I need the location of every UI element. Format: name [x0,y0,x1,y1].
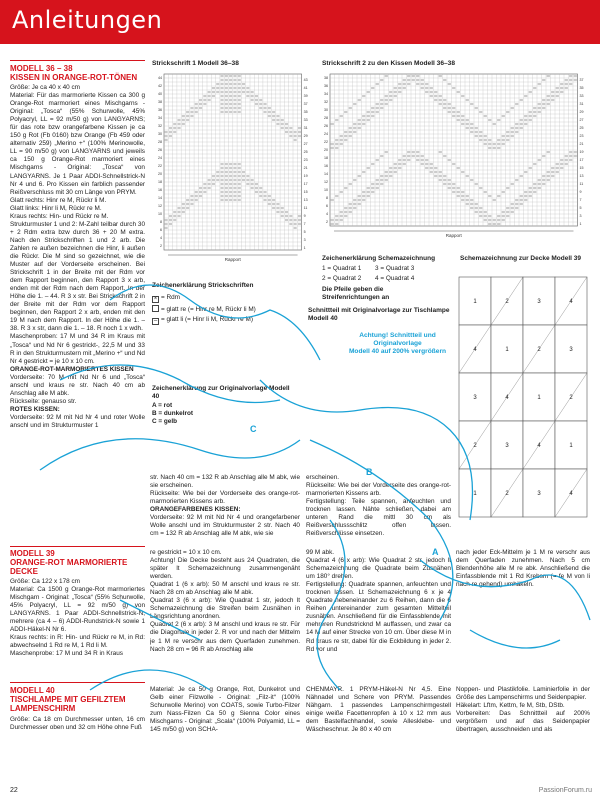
scheme-square-number: 1 [505,347,509,353]
row-label-left: 28 [324,115,328,120]
scheme-square-number: 3 [537,491,541,497]
paragraph: Häkelart: Lftm, Kettm, fe M, Stb, DStb. [456,702,565,710]
paragraph: re gestrickt = 10 x 10 cm. [150,549,222,556]
scheme-square-number: 2 [569,395,573,401]
orange-kissen-subheading: ORANGEFARBENES KISSEN: [150,506,241,514]
legend-quadrat-3: 3 = Quadrat 3 [375,265,415,272]
row-label-left: 8 [160,219,162,224]
row-label-left: 8 [326,195,328,200]
paragraph: erscheinen. [306,474,340,481]
row-label-right: 31 [303,126,308,131]
row-label-right: 17 [579,158,584,163]
scheme-square-number: 1 [473,299,477,305]
material-text: Material: Für das marmorierte Kissen ca 300 g Orange-Rot marmoriert eines Mischgarns - Original: „Tosca“ (55% Schurwolle, 45% Polyacryl, LL = 92 m/50 g) von LANGYARNS; für das rote bzw orangefarbene Kissen je ca 150 g Rot (Fb 0160) bzw Orange (Fb 459 oder alternativ 259) „Merino +“ (100% Merinowolle, LL = 90 m/50 g) von LANGYARNS und jeweils ca 150 g Orange-Rot marmoriert eines Mischgarns - Original: „Tosca“ von LANGYARNS. Je 1 Paar ADDI-Schnellstrick-N Nr 4 und 6. Pro Kissen ein farblich passender Reißverschluss mit 30 cm Länge von PRYM. [10,92,145,196]
row-label-right: 11 [579,182,584,187]
decke-schema-diagram [455,275,590,525]
model-36-38-text-col3 [306,474,451,544]
row-label-left: 6 [326,203,328,208]
paragraph: Fertigstellung: Quadrate spannen, anfeuchten und trocknen lassen. Lt Schemazeichnung 6 x je 4 Quadrate nebeneinander zu 6 Reihen, dann die 6 Reihen untereinander zum gesamten Mittelteil zusnähen. Anschließend für die Einfassblende mit mehreren Rundstricknd M auffassen, und zwar ca 14 M auf einer Strecke von 10 cm. Über diese M in Rd kraus re str, dabei für die Eckbildung in jeder 2. Rd vor und [306,581,451,653]
paragraph: Quadrat 3 (6 x arb): Wie Quadrat 1 str, jedoch lt Schemazeichnung die Streifen beim Zusnähen in Längsrichtung anordnen. [150,597,300,621]
kraus-rechts-text: Kraus rechts: Hin- und Rückr re M. [10,212,109,220]
paragraph: Kraus rechts: in R: Hin- und Rückr re M, in Rd: abwechselnd 1 Rd re M, 1 Rd li M. [10,634,145,650]
scheme-square-number: 3 [505,443,509,449]
row-label-right: 15 [579,166,584,171]
chart2-title: Strickschrift 2 zu den Kissen Modell 36–38 [322,60,456,67]
row-label-right: 29 [579,110,584,115]
row-label-right: 3 [303,238,306,243]
row-label-left: 14 [324,171,328,176]
section-rule [10,546,145,547]
row-label-left: 34 [158,115,162,120]
row-label-left: 12 [158,203,162,208]
legend-quadrat-2: 2 = Quadrat 2 [322,275,362,282]
scheme-title: Schemazeichnung zur Decke Modell 39 [460,255,582,262]
pattern-mark-a: A [432,547,439,557]
paragraph: 99 M abk. [306,549,335,556]
row-label-right: 43 [303,78,308,83]
row-label-right: 7 [303,222,306,227]
rdm-symbol-icon: × [153,296,158,302]
scheme-square-number: 3 [537,299,541,305]
paragraph: Quadrat 1 (6 x arb): 50 M anschl und kraus re str. Nach 28 cm ab Anschlag alle M abk. [150,581,300,597]
row-label-right: 31 [579,102,584,107]
rapport-label: Rapport [224,257,241,262]
row-label-left: 34 [324,91,328,96]
model-39-text-col1 [10,578,145,678]
row-label-left: 22 [324,139,328,144]
legend-c-gelb: C = gelb [152,418,178,425]
site-watermark: PassionForum.ru [538,787,592,794]
row-label-right: 17 [303,182,308,187]
rotes-kissen-subheading: ROTES KISSEN: [10,405,60,413]
row-label-right: 19 [579,150,584,155]
model-36-38-text-col1 [10,84,145,534]
model-39-text-col4 [456,549,590,677]
row-label-left: 26 [158,147,162,152]
model-39-text-col3 [306,549,451,677]
paragraph: Fertigstellung: Teile spannen, anfeuchten und trocknen lassen. Nähte schließen, dabei am unteren Rand die mittl 30 cm als Reißverschlussschlitz offen lassen. Reißverschlüsse einsetzen. [306,498,451,538]
strickschrift-1-chart [150,70,318,270]
rueckseite-text: Rückseite: genauso str. [10,397,77,405]
row-label-left: 24 [158,155,162,160]
row-label-left: 4 [326,211,328,216]
row-label-right: 3 [579,214,582,219]
paragraph: Rückseite: Wie bei der Vorderseite des orange-rot-marmorierten Kissens arb. [306,482,451,498]
model-40-text-col4 [456,686,590,778]
row-label-right: 21 [579,142,584,147]
row-label-right: 1 [303,246,306,251]
row-label-left: 20 [158,171,162,176]
row-label-right: 35 [303,110,308,115]
scheme-square-number: 4 [569,491,573,497]
empty-square-icon [152,305,159,312]
row-label-left: 2 [160,243,162,248]
row-label-left: 12 [324,179,328,184]
pattern-mark-b: B [366,467,373,477]
row-label-right: 25 [303,150,308,155]
page-number: 22 [10,787,18,794]
size-text: Größe: Je ca 40 x 40 cm [10,84,80,91]
row-label-right: 1 [579,222,582,227]
model-39-text-col2 [150,549,300,677]
row-label-right: 33 [579,94,584,99]
glatt-rechts-text: Glatt rechts: Hinr re M, Rückr li M. [10,196,107,204]
glatt-links-text: Glatt links: Hinr li M, Rückr re M. [10,204,102,212]
legend-quadrat-1: 1 = Quadrat 1 [322,265,362,272]
scheme-square-number: 3 [473,395,477,401]
section-heading-model-39: MODELL 39 ORANGE-ROT MARMORIERTE DECKE [10,549,128,576]
row-label-left: 44 [158,75,162,80]
rotes-vorderseite-text: Vorderseite: 92 M mit Nd Nr 4 und roter Wolle anschl und im Strukturmuster 1 [10,413,145,429]
row-label-left: 42 [158,83,162,88]
row-label-left: 2 [326,219,328,224]
legend-arrows-note: Die Pfeile geben die Streifenrichtungen an [322,286,390,301]
legend-glatt-li: – = glatt li (= Hinr li M, Rückr re M) [153,316,253,324]
chart1-title: Strickschrift 1 Modell 36–38 [152,60,239,67]
paragraph: Material: Je ca 50 g Orange, Rot, Dunkelrot und Gelb einer Filzwolle - Original: „Filz-it“ (100% Schurwolle Merino) von COATS, sowie Turbo-Filzer zum Nass-Filzen Ca 50 g Sienna Color eines Mischgarns - Original: „Scala“ (100% Polyamid, LL = 145 m/50 g) von SCHA- [150,686,300,734]
row-label-right: 33 [303,118,308,123]
scheme-square-number: 2 [537,347,541,353]
row-label-right: 7 [579,198,582,203]
scheme-square-number: 1 [569,443,573,449]
row-label-right: 13 [303,198,308,203]
row-label-left: 32 [158,123,162,128]
scheme-square-number: 1 [537,395,541,401]
rapport-label: Rapport [445,233,462,238]
row-label-left: 32 [324,99,328,104]
row-label-right: 39 [303,94,308,99]
row-label-right: 27 [303,142,308,147]
row-label-right: 19 [303,174,308,179]
model-40-text-col2 [150,686,300,778]
model-40-text-col1 [10,716,145,776]
paragraph: CHENMAYR. 1 PRYM-Häkel-N Nr 4,5. Eine Nähnadel und Schere von PRYM. Passendes Nähgarn. 1 passendes Lampenschirmgestell einige weiße Facettenropfen à 10 x 12 mm aus dem Bastelfachhandel, sowie Allesklebe- und Wäscheschnur. Je 80 x 40 cm [306,686,451,734]
row-label-left: 28 [158,139,162,144]
schnittteil-title: Schnittteil mit Originalvorlage zur Tischlampe Modell 40 [308,307,450,322]
row-label-left: 18 [158,179,162,184]
legend-rdm: × = Rdm [153,294,181,302]
row-label-left: 10 [158,211,162,216]
scheme-square-number: 4 [473,347,477,353]
paragraph: Größe: Ca 18 cm Durchmesser unten, 16 cm Durchmesser oben und 32 cm Höhe ohne Fuß [10,716,145,732]
vorderseite-text: Vorderseite: 70 M mit Nd Nr 6 und „Tosca“ anschl und kraus re str. Nach 40 cm ab Anschlag alle M abk. [10,373,145,397]
row-label-right: 29 [303,134,308,139]
scheme-square-number: 4 [537,443,541,449]
enlarge-callout: Achtung! Schnittteil und Originalvorlage Modell 40 auf 200% vergrößern [348,332,447,355]
legend-b-dunkelrot: B = dunkelrot [152,410,194,417]
scheme-square-number: 1 [473,491,477,497]
row-label-right: 27 [579,118,584,123]
maschenproben-text: Maschenproben: 17 M und 34 R im Kraus mit „Tosca“ und Nd Nr 6 gestrickt-, 22,5 M und 33 R in den Strukturmustern mit „Merino +“ und Nd Nr 4 gestrickt = je 10 x 10 cm. [10,333,145,365]
row-label-right: 37 [303,102,308,107]
legend-a-rot: A = rot [152,402,173,409]
dash-square-icon: – [153,318,158,324]
row-label-left: 14 [158,195,162,200]
model-36-38-text-col2 [150,474,300,544]
scheme-square-number: 2 [473,443,477,449]
row-label-left: 16 [158,187,162,192]
row-label-right: 9 [303,214,306,219]
row-label-right: 5 [303,230,306,235]
row-label-right: 11 [303,206,308,211]
kissen-subheading: ORANGE-ROT-MARMORIERTES KISSEN [10,365,134,373]
scheme-square-number: 4 [569,299,573,305]
scheme-square-number: 4 [505,395,509,401]
row-label-left: 36 [158,107,162,112]
row-label-left: 30 [324,107,328,112]
legend-schema-title: Zeichenerklärung Schemazeichnung [322,255,436,262]
row-label-right: 37 [579,78,584,83]
strickschrift-2-chart [320,70,590,250]
page-title: Anleitungen [12,6,163,34]
paragraph: Quadrat 2 (6 x arb): 3 M anschl und kraus re str. Für die Diagonale in jeder 2. R vor und nach der Mittelm je 1 M re verschr aus dem Querfaden zunehmen. Nach 28 cm = 96 R ab Anschlag alle [150,621,300,653]
strukturmuster-text: Strukturmuster 1 und 2: M-Zahl teilbar durch 30 + 2 Rdm extra bzw durch 36 + 20 M extra. Nach den Strickschriften 1 und 2 arb. Die Zahlen re außen bezeichnen die Hinr, li außen die Rückr. Die M sind so gezeichnet, wie die Muster auf der Vorderseite erscheinen. Bei Strickschrift 1 in der Breite mit der Rdm vor dem Rapport beginnen, den Rapport 3 x arb, enden mit der Rdm nach dem Rapport. In der Höhe die 1. – 44. R 3 x str. Bei Strickschrift 2 in der Breite mit der Rdm vor dem Rapport beginnen, den Rapport 2 x arb, enden mit den 19 M nach dem Rapport. In der Höhe die 1. – 38. R 3 x str, dann die 1. – 18. R noch 1 x wdh. [10,220,145,333]
row-label-left: 22 [158,163,162,168]
paragraph: nach jeder Eck-Mittelm je 1 M re verschr aus dem Querfaden zunehmen. Nach 5 cm Blendenhöhe alle M re abk. Anschließend die Einfassblende mit 1 Rd Krebsm (= fe M von li nach re gehend) umhäkeln. [456,549,590,589]
row-label-left: 20 [324,147,328,152]
paragraph: Größe: Ca 122 x 178 cm [10,578,80,585]
paragraph: str. Nach 40 cm = 132 R ab Anschlag alle M abk, wie sie erscheinen. [150,474,300,490]
row-label-left: 26 [324,123,328,128]
row-label-left: 24 [324,131,328,136]
legend-strickschriften-title: Zeichenerklärung Strickschriften [152,282,254,289]
legend-quadrat-4: 4 = Quadrat 4 [375,275,415,282]
row-label-left: 38 [158,99,162,104]
scheme-square-number: 2 [505,491,509,497]
paragraph: Vorbereiten: Das Schnittteil auf 200% vergrößern und auf das Seidenpapier übertragen, ausschneiden und als [456,710,590,734]
row-label-right: 41 [303,86,308,91]
row-label-right: 25 [579,126,584,131]
paragraph: Quadrat 4 (6 x arb): Wie Quadrat 2 str, jedoch lt Schemazeichnung die Quadrate beim Zusnähen um 180° drehen. [306,557,451,581]
pattern-mark-c: C [250,424,257,434]
row-label-right: 23 [579,134,584,139]
row-label-left: 4 [160,235,162,240]
paragraph: Maschenprobe: 17 M und 34 R in Kraus [10,650,123,658]
page-header [0,0,600,44]
row-label-right: 15 [303,190,308,195]
legend-glatt-re: = glatt re (= Hinr re M, Rückr li M) [152,305,256,313]
row-label-right: 9 [579,190,582,195]
row-label-left: 38 [324,75,328,80]
row-label-left: 36 [324,83,328,88]
section-heading-model-40: MODELL 40 TISCHLAMPE MIT GEFILZTEM LAMPENSCHIRM [10,686,126,713]
section-rule [10,60,145,61]
scheme-square-number: 3 [569,347,573,353]
paragraph: Vorderseite: 92 M mit Nd Nr 4 und orangefarbener Wolle anschl und im Strukturmuster 2 str. Nach 40 cm = 132 R ab Anschlag alle M abk, wie sie [150,514,300,538]
scheme-square-number: 2 [505,299,509,305]
row-label-right: 21 [303,166,308,171]
row-label-left: 16 [324,163,328,168]
paragraph: Noppen- und Plastikfolie. Laminierfolie in der Größe des Lampenschirms und Seidenpapier. [456,686,590,702]
row-label-left: 18 [324,155,328,160]
legend-originalvorlage-title: Zeichenerklärung zur Originalvorlage Modell 40 [152,385,290,400]
model-40-text-col3 [306,686,451,778]
row-label-right: 23 [303,158,308,163]
section-rule [10,682,145,683]
section-heading-model-36-38: MODELL 36 – 38 KISSEN IN ORANGE-ROT-TÖNEN [10,64,138,82]
row-label-left: 10 [324,187,328,192]
row-label-left: 40 [158,91,162,96]
paragraph: Rückseite: Wie bei der Vorderseite des orange-rot-marmorierten Kissens arb. [150,490,300,506]
row-label-right: 35 [579,86,584,91]
paragraph: Material: Ca 1500 g Orange-Rot marmoriertes Mischgarn - Original: „Tosca“ (55% Schurwolle, 45% Polyacryl, LL = 92 m/50 g) von LANGYARNS. 1 Paar ADDI-Schnellstrick-N, mehrere (ca 4 – 6) ADDI-Rundstrick-N sowie 1 ADDI-Häkel-N Nr 6. [10,586,145,634]
row-label-right: 13 [579,174,584,179]
row-label-left: 6 [160,227,162,232]
row-label-right: 5 [579,206,582,211]
paragraph: Achtung! Die Decke besteht aus 24 Quadraten, die später lt Schemazeichnung zusammengenäht werden. [150,557,300,581]
row-label-left: 30 [158,131,162,136]
